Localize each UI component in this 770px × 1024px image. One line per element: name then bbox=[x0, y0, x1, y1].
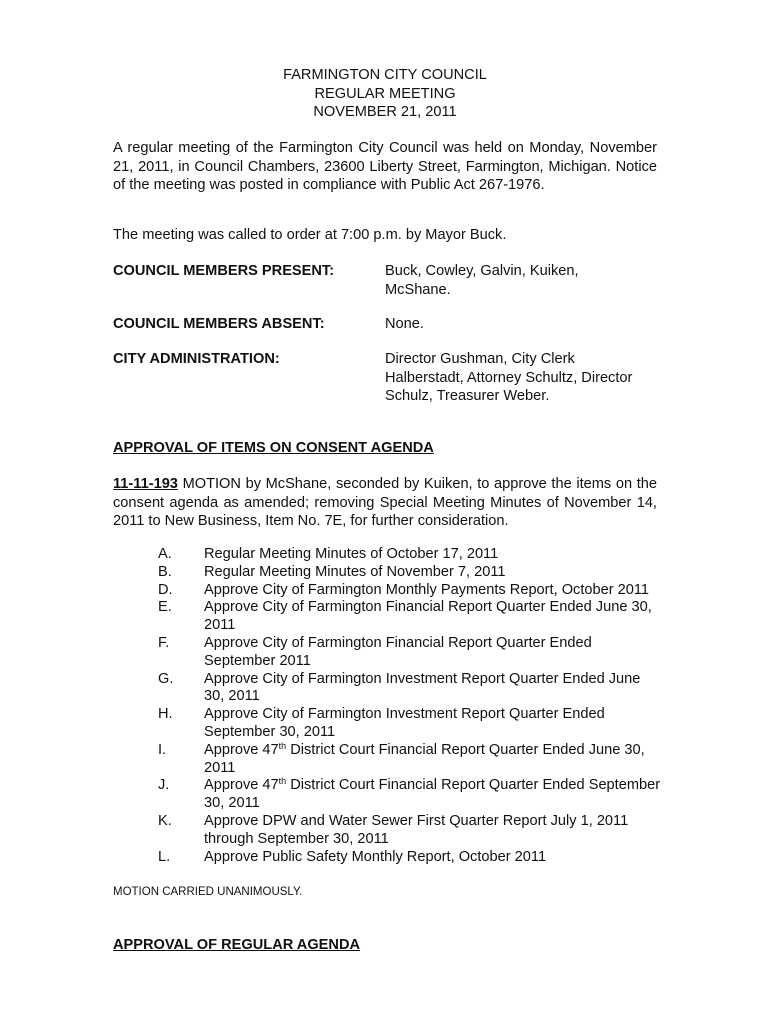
absent-value: None. bbox=[385, 316, 424, 332]
list-item-text: Approve City of Farmington Investment Report Quarter Ended September 30, 2011 bbox=[204, 706, 605, 740]
list-item bbox=[113, 564, 673, 582]
list-item-text: Regular Meeting Minutes of October 17, 2011 bbox=[204, 546, 499, 562]
present-value: Buck, Cowley, Galvin, Kuiken, McShane. bbox=[385, 263, 579, 298]
motion-number: 11-11-193 bbox=[113, 476, 178, 492]
list-item-text: Approve Public Safety Monthly Report, October 2011 bbox=[204, 848, 547, 865]
list-item-text bbox=[204, 777, 664, 813]
list-item bbox=[113, 742, 673, 778]
admin-label: CITY ADMINISTRATION: bbox=[113, 351, 280, 367]
list-item-text: Approve City of Farmington Financial Report Quarter Ended June 30, 2011 bbox=[204, 599, 652, 634]
motion-carried-text: MOTION CARRIED UNANIMOUSLY. bbox=[113, 886, 303, 898]
list-item-letter: H. bbox=[158, 706, 173, 723]
list-item bbox=[113, 706, 673, 742]
ordinal-suffix: th bbox=[278, 740, 287, 751]
header-council-name: FARMINGTON CITY COUNCIL bbox=[283, 67, 487, 83]
list-item-letter: D. bbox=[158, 581, 173, 598]
consent-agenda-heading: APPROVAL OF ITEMS ON CONSENT AGENDA bbox=[113, 440, 434, 456]
list-item bbox=[113, 546, 673, 564]
admin-value: Director Gushman, City Clerk Halberstadt, Attorney Schultz, Director Schulz, Treasurer Weber. bbox=[385, 351, 633, 404]
present-label: COUNCIL MEMBERS PRESENT: bbox=[113, 263, 335, 279]
list-item-letter: E. bbox=[158, 599, 172, 616]
list-item-text bbox=[204, 742, 664, 778]
list-item-letter: L. bbox=[158, 848, 171, 865]
list-item-text-pre: Approve 47 bbox=[204, 777, 279, 794]
list-item bbox=[113, 635, 673, 671]
list-item-letter: K. bbox=[158, 812, 172, 829]
list-item-letter: G. bbox=[158, 670, 174, 687]
called-to-order-paragraph: The meeting was called to order at 7:00 p.m. by Mayor Buck. bbox=[113, 227, 507, 243]
consent-items-list bbox=[113, 546, 673, 866]
document-header bbox=[0, 66, 770, 122]
list-item-text: Approve City of Farmington Financial Report Quarter Ended September 2011 bbox=[204, 634, 592, 669]
list-item-text-pre: Approve 47 bbox=[204, 741, 279, 758]
list-item-text-post: District Court Financial Report Quarter Ended June 30, 2011 bbox=[204, 741, 645, 776]
list-item-letter: B. bbox=[158, 563, 172, 580]
list-item bbox=[113, 582, 673, 600]
motion-text: MOTION by McShane, seconded by Kuiken, to approve the items on the consent agenda as amended; removing Special Meeting Minutes of November 14, 2011 to New Business, Item No. 7E, for further consideration. bbox=[113, 476, 657, 529]
header-meeting-date: NOVEMBER 21, 2011 bbox=[313, 104, 457, 120]
list-item-letter: F. bbox=[158, 634, 170, 651]
ordinal-suffix: th bbox=[278, 776, 287, 787]
absent-label: COUNCIL MEMBERS ABSENT: bbox=[113, 316, 325, 332]
list-item bbox=[113, 849, 673, 867]
list-item bbox=[113, 671, 673, 707]
list-item-letter: A. bbox=[158, 546, 172, 562]
list-item bbox=[113, 599, 673, 635]
header-meeting-type: REGULAR MEETING bbox=[314, 85, 456, 102]
list-item-text: Approve DPW and Water Sewer First Quarter Report July 1, 2011 through September 30, 2011 bbox=[204, 812, 629, 847]
list-item-text: Approve City of Farmington Monthly Payments Report, October 2011 bbox=[204, 581, 650, 598]
list-item-text-post: District Court Financial Report Quarter Ended September 30, 2011 bbox=[204, 777, 661, 812]
list-item-text: Regular Meeting Minutes of November 7, 2011 bbox=[204, 563, 506, 580]
consent-motion-paragraph bbox=[113, 475, 657, 531]
intro-paragraph: A regular meeting of the Farmington City Council was held on Monday, November 21, 2011, in Council Chambers, 23600 Liberty Street, Farmington, Michigan. Notice of the meeting was posted in compliance with Public Act 267-1976. bbox=[113, 140, 657, 193]
regular-agenda-heading: APPROVAL OF REGULAR AGENDA bbox=[113, 937, 361, 953]
list-item bbox=[113, 777, 673, 813]
list-item-letter: J. bbox=[158, 777, 170, 794]
list-item bbox=[113, 813, 673, 849]
list-item-text: Approve City of Farmington Investment Report Quarter Ended June 30, 2011 bbox=[204, 670, 641, 705]
list-item-letter: I. bbox=[158, 741, 167, 758]
